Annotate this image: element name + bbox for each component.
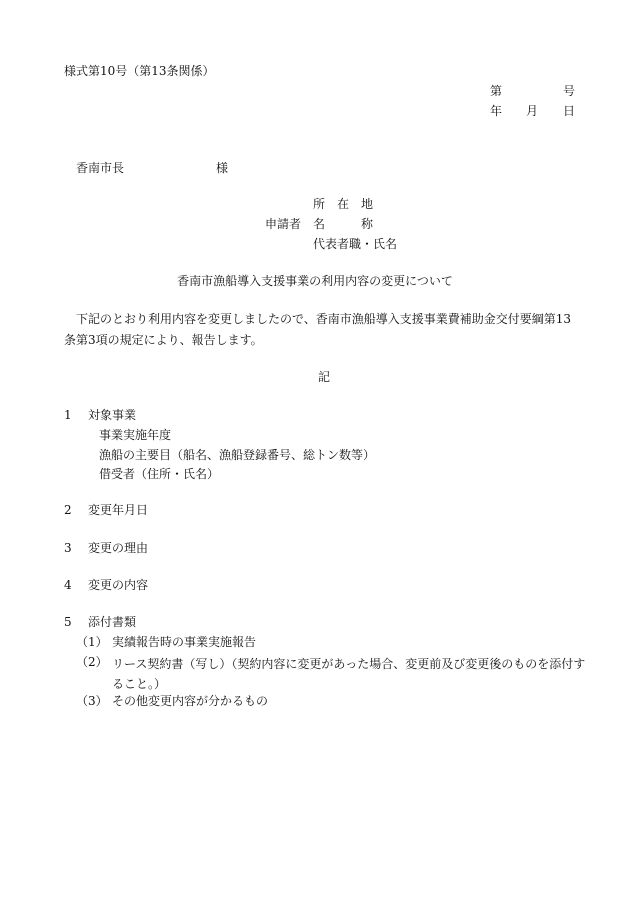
attachment-text: 実績報告時の事業実施報告: [112, 635, 257, 649]
section-3-title: 変更の理由: [88, 541, 149, 555]
applicant-address-label: 所 在 地: [313, 197, 374, 211]
section-1-item: 漁船の主要目（船名、漁船登録番号、総トン数等）: [99, 448, 376, 462]
doc-number-prefix: 第: [490, 84, 503, 98]
section-1-item: 事業実施年度: [99, 428, 172, 442]
attachment-number: （3）: [76, 694, 108, 708]
addressee: 香南市長: [76, 161, 125, 175]
attachment-text: その他変更内容が分かるもの: [112, 694, 269, 708]
section-1-item: 借受者（住所・氏名）: [99, 467, 220, 481]
date-year: 年: [490, 104, 503, 118]
section-1-title: 対象事業: [88, 408, 137, 422]
attachment-number: （1）: [76, 635, 108, 649]
applicant-name-label: 名 称: [313, 217, 374, 231]
applicant-representative-label: 代表者職・氏名: [313, 237, 398, 251]
applicant-label: 申請者: [265, 217, 302, 231]
body-paragraph: 下記のとおり利用内容を変更しましたので、香南市漁船導入支援事業費補助金交付要綱第13条第3項の規定により、報告します。: [64, 312, 572, 347]
section-2-number: 2: [64, 503, 72, 517]
date-month: 月: [526, 104, 539, 118]
document-title: 香南市漁船導入支援事業の利用内容の変更について: [177, 274, 453, 288]
section-1-number: 1: [64, 408, 72, 422]
ki-heading: 記: [317, 370, 330, 384]
doc-number-suffix: 号: [563, 84, 576, 98]
form-number: 様式第10号（第13条関係）: [64, 64, 215, 78]
section-4-number: 4: [64, 578, 72, 592]
section-5-title: 添付書類: [88, 615, 137, 629]
section-3-number: 3: [64, 541, 72, 555]
section-5-number: 5: [64, 615, 72, 629]
section-4-title: 変更の内容: [88, 578, 149, 592]
section-2-title: 変更年月日: [88, 503, 149, 517]
attachment-text: リース契約書（写し）（契約内容に変更があった場合、変更前及び変更後のものを添付すること。）: [112, 657, 586, 691]
addressee-honorific: 様: [216, 161, 229, 175]
date-day: 日: [563, 104, 576, 118]
attachment-number: （2）: [76, 655, 108, 669]
